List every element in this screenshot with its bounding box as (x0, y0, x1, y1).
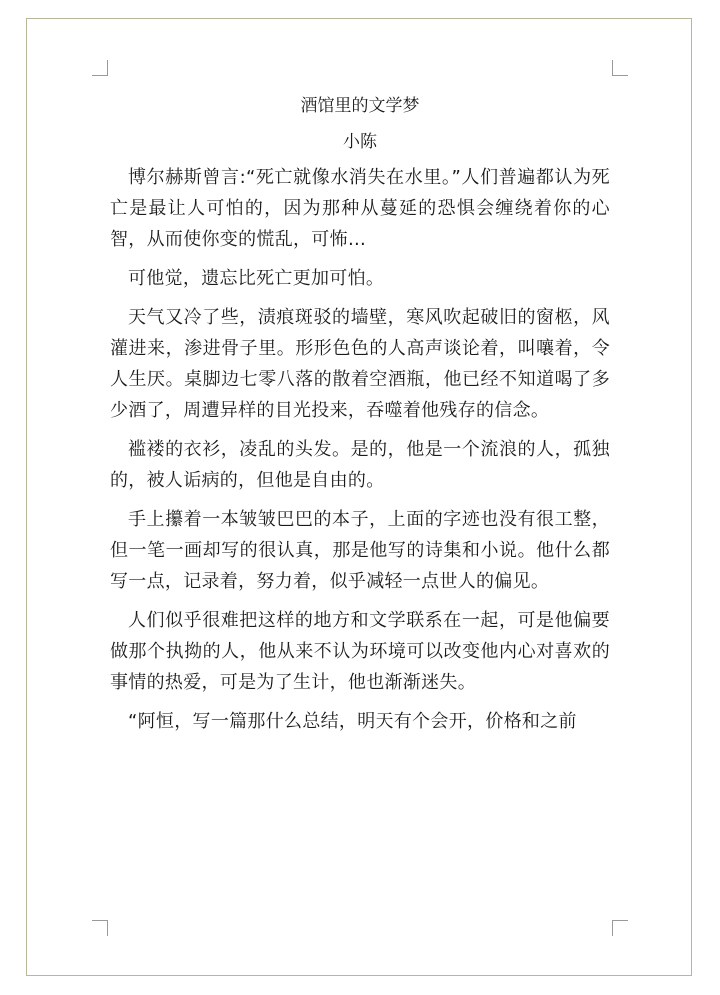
paragraph: 天气又冷了些，渍痕斑驳的墙壁，寒风吹起破旧的窗柩，风灌进来，渗进骨子里。形形色色的人高声谈论着，叫嚷着，令人生厌。桌脚边七零八落的散着空酒瓶，他已经不知道喝了多少酒了，周遭异样的目光投来，吞噬着他残存的信念。 (110, 307, 610, 421)
margin-corner-mark-bottom-left (92, 920, 108, 936)
paragraph: 人们似乎很难把这样的地方和文学联系在一起，可是他偏要做那个执拗的人，他从来不认为环境可以改变他内心对喜欢的事情的热爱，可是为了生计，他也渐渐迷失。 (110, 610, 610, 693)
margin-corner-mark-bottom-right (612, 920, 628, 936)
paragraph: “阿恒，写一篇那什么总结，明天有个会开，价格和之前 (128, 711, 577, 732)
margin-corner-mark-top-left (92, 60, 108, 76)
margin-corner-mark-top-right (612, 60, 628, 76)
paragraph: 可他觉，遗忘比死亡更加可怕。 (128, 268, 385, 289)
document-title: 酒馆里的文学梦 (300, 96, 420, 116)
paragraph: 手上攥着一本皱皱巴巴的本子，上面的字迹也没有很工整，但一笔一画却写的很认真，那是他写的诗集和小说。他什么都写一点，记录着，努力着，似乎减轻一点世人的偏见。 (110, 509, 610, 592)
paragraph: 博尔赫斯曾言:“死亡就像水消失在水里。”人们普遍都认为死亡是最让人可怕的，因为那种从蔓延的恐惧会缠绕着你的心智，从而使你变的慌乱，可怖… (110, 167, 610, 250)
document-body[interactable] (110, 88, 610, 745)
paragraph: 褴褛的衣衫，凌乱的头发。是的，他是一个流浪的人，孤独的，被人诟病的，但他是自由的。 (110, 439, 610, 491)
document-author: 小陈 (343, 132, 377, 152)
